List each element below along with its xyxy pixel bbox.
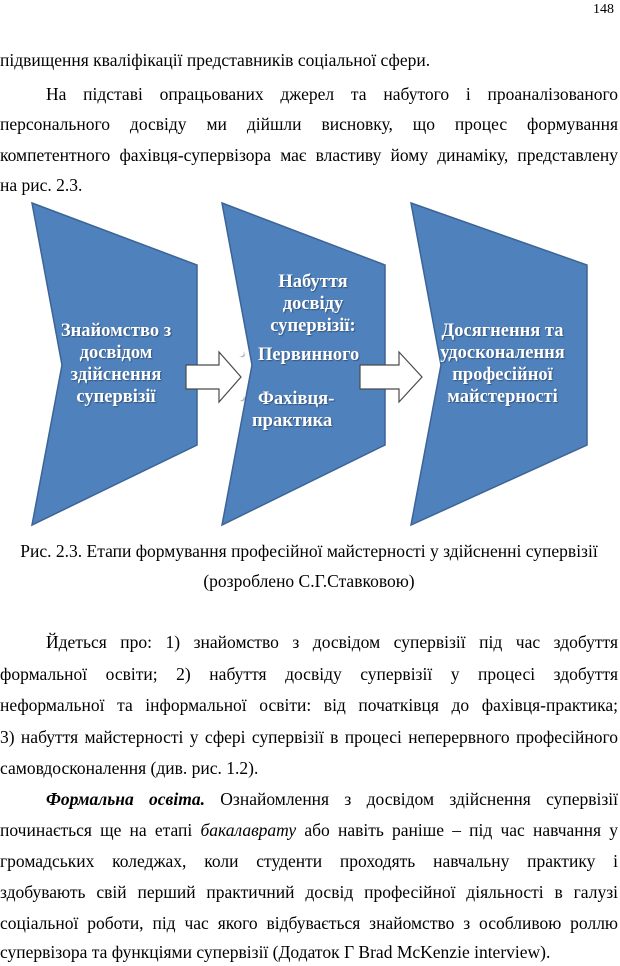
term-bachelor: бакалаврату — [200, 820, 297, 840]
stage-1-line: супервізії — [76, 387, 156, 407]
intro-line-4: компетентного фахівця-супервізора має властиву йому динаміку, представлену — [0, 145, 618, 165]
p2-line-3: громадських коледжах, коли студенти проходять навчальну практику і — [0, 851, 618, 871]
stage-3-line: удосконалення — [440, 343, 565, 363]
intro-line-5: на рис. 2.3. — [0, 175, 83, 195]
stage-3-text — [420, 320, 585, 408]
intro-line-1: підвищення кваліфікації представників соціальної сфери. — [0, 50, 431, 70]
p2-line-5: соціальної роботи, під час якого відбувається знайомство з особливою роллю — [0, 913, 618, 933]
stage-2-heading-line: Набуття — [278, 272, 348, 292]
p2-line-6: супервізора та функціями супервізії (Додаток Г Brad McKenzie interview). — [0, 942, 551, 962]
figure-2-3 — [0, 195, 620, 530]
stage-1-line: досвідом — [79, 343, 153, 363]
stage-3-line: професійної — [452, 365, 553, 385]
stage-1-line: Знайомство з — [60, 321, 172, 341]
intro-line-2: На підставі опрацьованих джерел та набутого і проаналізованого — [46, 84, 618, 104]
p1-line-5: самовдосконалення (див. рис. 1.2). — [0, 758, 259, 778]
p2-line-1: Формальна освіта. Ознайомлення з досвідом здійснення супервізії — [46, 789, 619, 809]
stage-2-bullet-2: • Фахівця- — [238, 389, 335, 409]
stage-1-line: здійснення — [70, 365, 162, 385]
stage-2-heading-line: супервізії: — [270, 316, 356, 336]
p2-line-2: починається ще на етапі бакалаврату або навіть раніше – під час навчання у — [0, 820, 618, 840]
p1-line-1: Йдеться про: 1) знайомство з досвідом супервізії під час здобуття — [46, 632, 618, 652]
p1-line-2: формальної освіти; 2) набуття досвіду супервізії у процесі здобуття — [0, 664, 618, 684]
stage-2-bullet-1: • Первинного — [238, 345, 360, 365]
intro-line-3: персонального досвіду ми дійшли висновку, що процес формування — [0, 114, 618, 134]
stage-3-line: Досягнення та — [441, 321, 564, 341]
figure-caption-source: (розроблено С.Г.Ставковою) — [203, 571, 415, 591]
stage-2-text — [238, 271, 388, 432]
bullet-icon: • — [238, 345, 245, 365]
p2-line-4: здобувають свій перший практичний досвід професійної діяльності в галузі — [0, 882, 618, 902]
figure-caption: Рис. 2.3. Етапи формування професійної майстерності у здійсненні супервізії — [20, 541, 598, 561]
stage-2-heading-line: досвіду — [282, 294, 344, 314]
stage-1-text — [40, 320, 192, 408]
p1-line-4: 3) набуття майстерності у сфері супервізії в процесі неперервного професійного — [0, 727, 618, 747]
p1-line-3: неформальної та інформальної освіти: від початківця до фахівця-практика; — [0, 695, 618, 715]
term-formal-education: Формальна освіта. — [46, 789, 205, 809]
bullet-icon: • — [238, 389, 245, 409]
page-number: 148 — [593, 2, 614, 17]
stage-3-line: майстерності — [447, 387, 558, 407]
stage-2-bullet-2-cont: практика — [252, 411, 333, 431]
